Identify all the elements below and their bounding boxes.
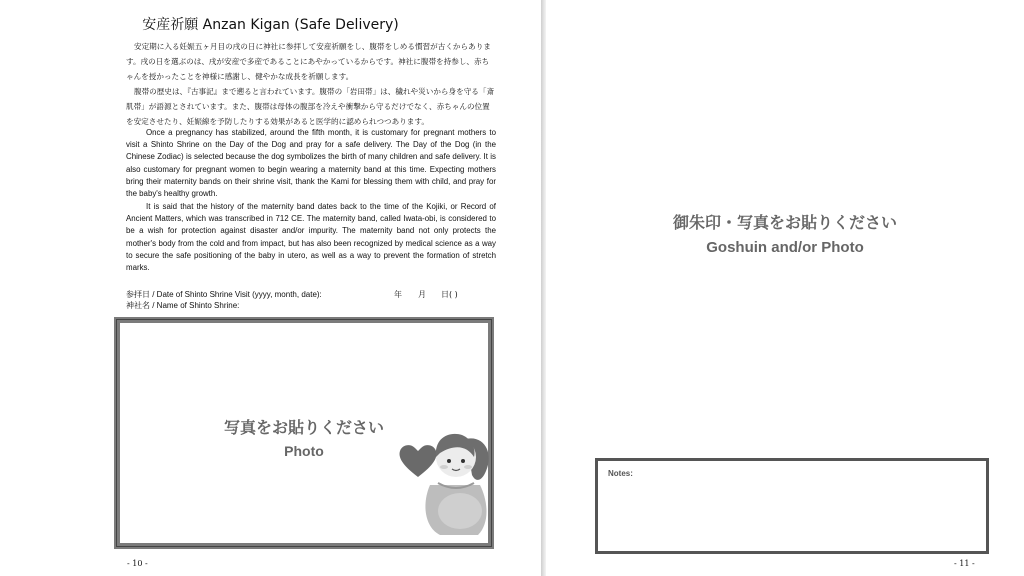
- notes-box: [595, 458, 989, 554]
- shrine-name-label: 神社名 / Name of Shinto Shrine:: [126, 301, 240, 310]
- photo-label-jp: 写真をお貼りください: [223, 418, 384, 437]
- photo-frame: [114, 317, 494, 549]
- date-year: 年: [394, 290, 402, 299]
- en-paragraph-1: Once a pregnancy has stabilized, around the fifth month, it is customary for pregnant mothers to visit a Shinto Shrine on the Day of the Dog and pray for a safe delivery. The Day of the Dog (in the Chinese Zodiac) is selected because the dog symbolizes the birth of many children and safe delivery. It is also customary for pregnant women to begin wearing a maternity band at this time. Expecting mothers bring their maternity bands on their shrine visit, thank the Kami for blessing them with child, and pray for the baby's healthy growth.: [126, 128, 496, 199]
- goshuin-label-en: Goshuin and/or Photo: [706, 239, 864, 256]
- date-day: 日( ): [441, 290, 458, 299]
- pregnant-woman-illustration: [416, 423, 496, 538]
- right-page: [546, 0, 1024, 576]
- jp-paragraph-1: 安定期に入る妊娠五ヶ月目の戌の日に神社に参拝して安産祈願をし、腹帯をしめる慣習が古くからあります。戌の日を選ぶのは、戌が安産で多産であることにあやかっているからです。神社に腹帯を持参し、赤ちゃんを授かったことを神様に感謝し、健やかな成長を祈願します。: [126, 42, 491, 82]
- notes-label: Notes:: [608, 469, 633, 478]
- page-number-left: - 10 -: [127, 559, 148, 568]
- photo-label-en: Photo: [284, 443, 324, 459]
- date-month: 月: [418, 290, 426, 299]
- en-paragraph-2: It is said that the history of the maternity band dates back to the time of the Kojiki, or Record of Ancient Matters, which was transcribed in 712 CE. The maternity band, called Iwata-obi, is considered to be a wish for protection against disaster and/or impurity. The maternity band not only protects the mother's body from the cold and from impact, but has also been recognized by medical science as a way to secure the safe positioning of the baby in utero, as well as a way to prevent the formation of stretch marks.: [126, 202, 496, 273]
- page-number-right: - 11 -: [954, 559, 975, 568]
- jp-paragraph-2: 腹帯の歴史は、『古事記』まで遡ると言われています。腹帯の「岩田帯」は、穢れや災いから身を守る「斎肌帯」が語源とされています。また、腹帯は母体の腹部を冷えや衝撃から守るだけでなく、赤ちゃんの位置を安定させたり、妊娠線を予防したりする効果があると医学的に認められつつあります。: [126, 87, 495, 127]
- visit-date-label: 参拝日 / Date of Shinto Shrine Visit (yyyy, month, date):: [126, 290, 322, 299]
- goshuin-label-jp: 御朱印・写真をお貼りください: [672, 213, 897, 232]
- page-title: 安産祈願 Anzan Kigan (Safe Delivery): [142, 17, 399, 33]
